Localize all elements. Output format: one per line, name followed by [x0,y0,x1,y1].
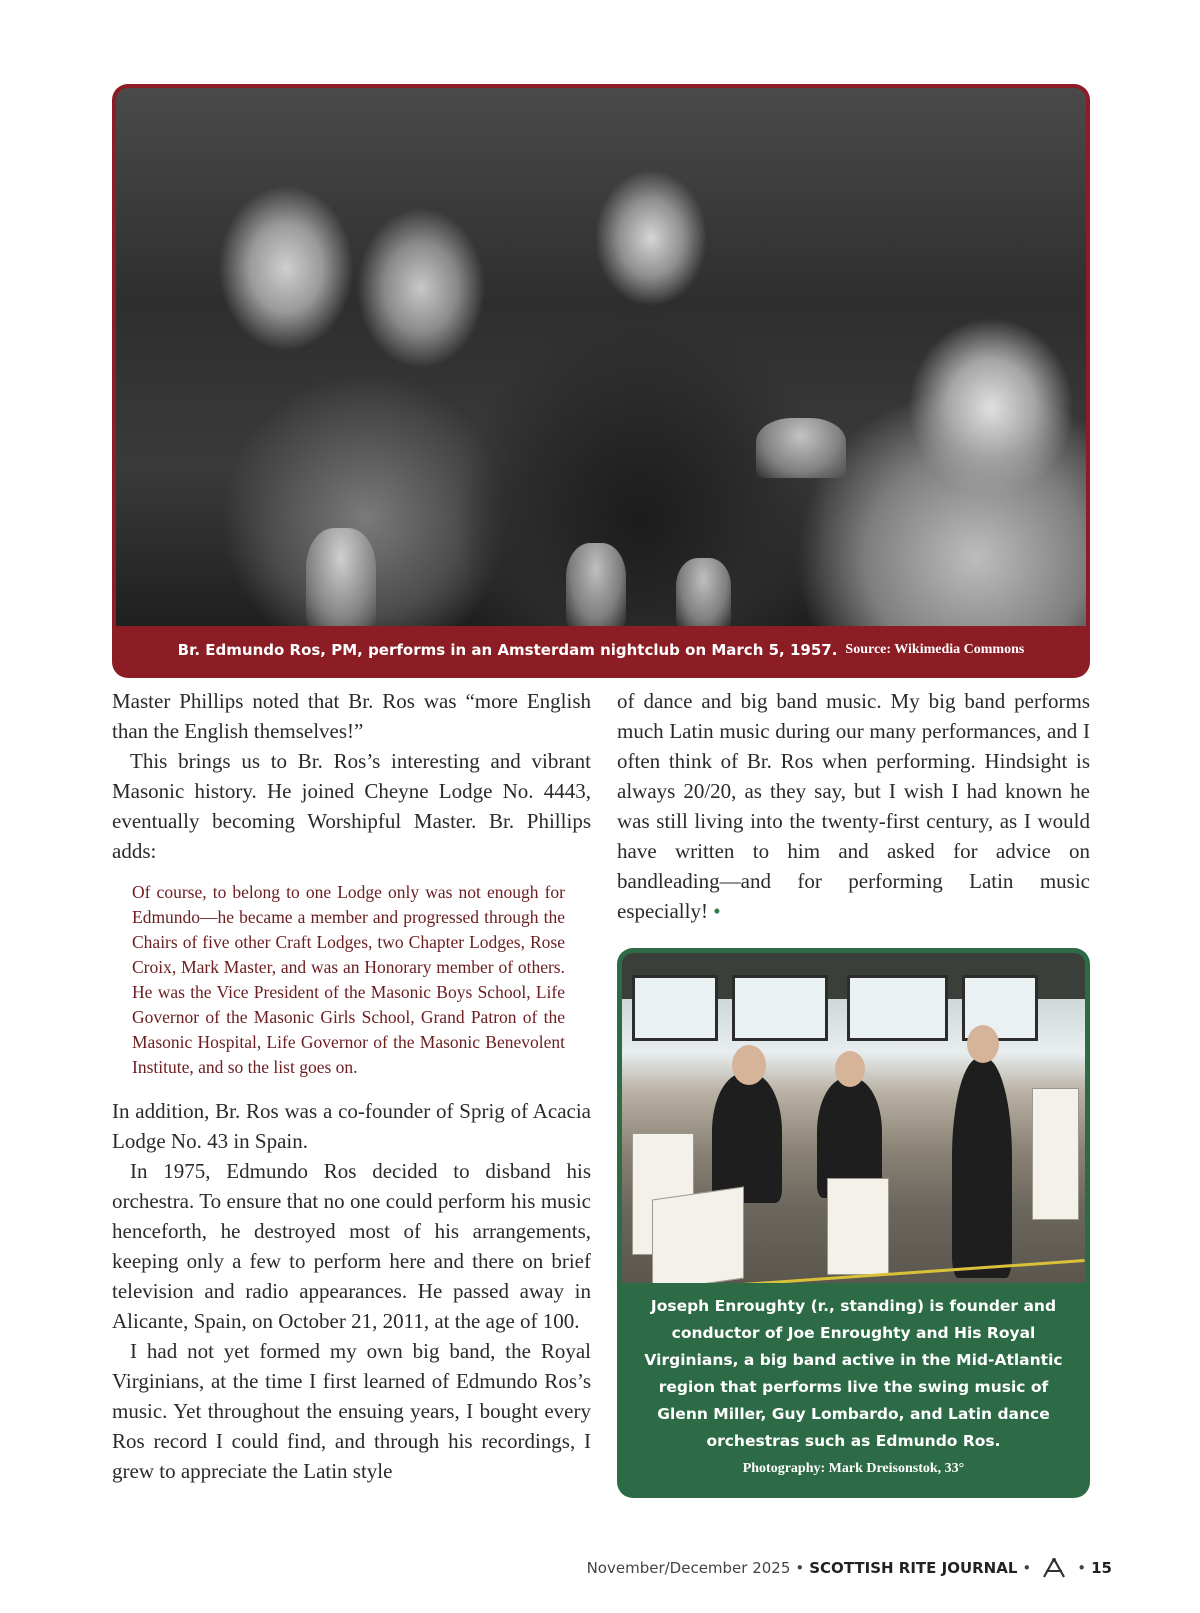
conductor-shape [952,1058,1012,1278]
musician-head [732,1045,766,1085]
band-photo-credit: Photography: Mark Dreisonstok, 33° [742,1461,965,1476]
footer-separator: • [795,1559,805,1577]
top-caption-text: Br. Edmundo Ros, PM, performs in an Amsterdam nightclub on March 5, 1957. [177,641,838,659]
paragraph: This brings us to Br. Ros’s interesting and vibrant Masonic history. He joined Cheyne Lodge No. 4443, eventually becoming Worshipful Master. Br. Phillips adds: [112,749,591,863]
paragraph: I had not yet formed my own big band, the Royal Virginians, at the time I first learned of Edmundo Ros’s music. Yet throughout the ensuing years, I bought every Ros record I could find, and through his recordings, I grew to appreciate the Latin style [112,1339,591,1483]
music-stand [827,1178,889,1275]
window-shape [732,975,828,1041]
band-photo-caption: Joseph Enroughty (r., standing) is founder and conductor of Joe Enroughty and His Royal Virginians, a big band active in the Mid-Atlantic region that performs live the swing music of Glenn Miller, Guy Lombardo, and Latin dance orchestras such as Edmundo Ros. [644,1297,1063,1450]
block-quote: Of course, to belong to one Lodge only was not enough for Edmundo—he became a member and progressed through the Chairs of five other Craft Lodges, two Chapter Lodges, Rose Croix, Mark Master, and was an Honorary member of others. He was the Vice President of the Masonic Boys School, Life Governor of the Masonic Girls School, Grand Patron of the Masonic Hospital, Life Governor of the Masonic Benevolent Institute, and so the list goes on. [132,882,565,1077]
paragraph: In 1975, Edmundo Ros decided to disband his orchestra. To ensure that no one could perform his music henceforth, he destroyed most of his arrangements, keeping only a few to perform here and there on brief television and radio appearances. He passed away in Alicante, Spain, on October 21, 2011, at the age of 100. [112,1159,591,1333]
glass-shape [756,418,846,478]
musician-shape [712,1073,782,1203]
masonic-emblem-icon [1040,1557,1068,1579]
footer-issue: November/December 2025 [586,1559,791,1577]
right-column [617,686,1090,926]
window-shape [847,975,948,1041]
paragraph-text: of dance and big band music. My big band performs much Latin music during our many performances, and I often think of Br. Ros when performing. Hindsight is always 20/20, as they say, but I wish I had known he was still living into the twenty-first century, as I would have written to him and asked for advice on bandleading—and for performing Latin music especially! [617,689,1090,923]
page-number: 15 [1091,1559,1112,1577]
music-stand [1032,1088,1079,1220]
paragraph [617,686,1090,926]
glass-shape [566,543,626,626]
paragraph: Master Phillips noted that Br. Ros was “more English than the English themselves!” [112,689,591,743]
top-photo-caption [116,626,1086,674]
band-photo-figure [617,948,1090,1498]
left-column [112,686,591,1486]
music-stand [652,1187,744,1283]
nightclub-photo [116,88,1086,626]
band-photo [622,953,1085,1283]
footer-separator: • [1022,1559,1032,1577]
window-shape [632,975,718,1041]
glass-shape [306,528,376,626]
top-caption-source: Source: Wikimedia Commons [845,642,1025,657]
floor-line [742,1259,1084,1283]
end-mark: • [713,899,721,923]
conductor-head [967,1025,999,1063]
footer-separator: • [1077,1559,1087,1577]
page-footer [587,1557,1112,1579]
top-photo-figure [112,84,1090,678]
glass-shape [676,558,731,626]
musician-head [835,1051,865,1087]
paragraph: In addition, Br. Ros was a co-founder of Sprig of Acacia Lodge No. 43 in Spain. [112,1099,591,1153]
footer-journal: SCOTTISH RITE JOURNAL [809,1559,1018,1577]
